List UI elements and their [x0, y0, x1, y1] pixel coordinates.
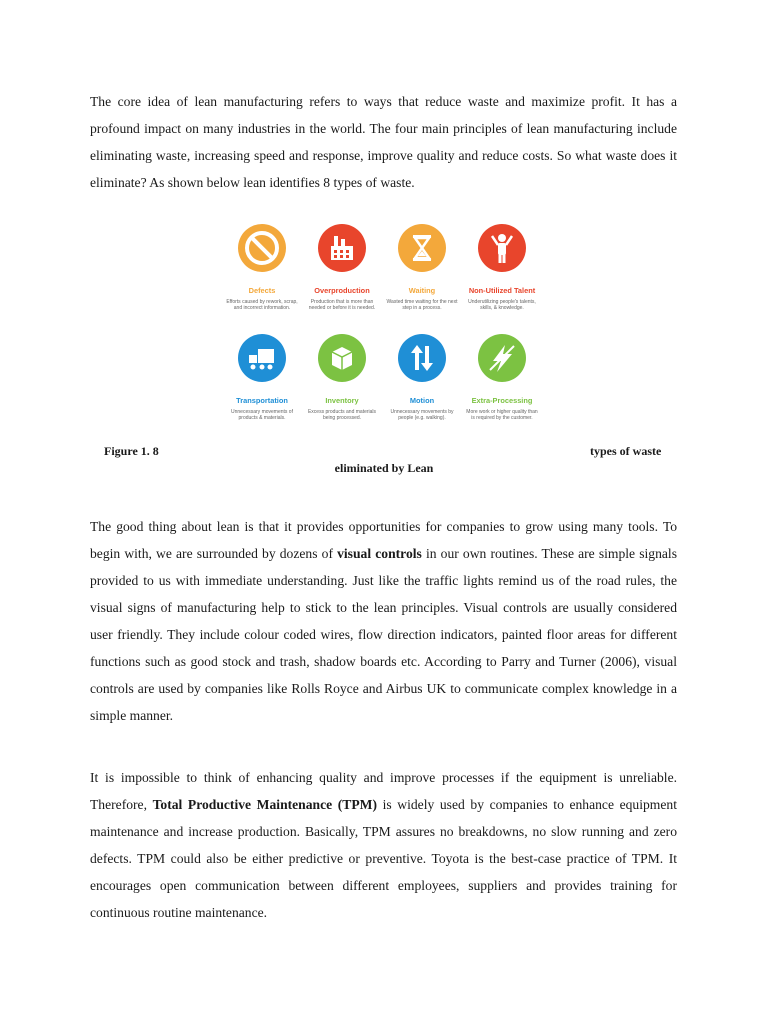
tile-description: More work or higher quality than is required by the customer.: [466, 409, 538, 421]
tile-title: Defects: [248, 286, 276, 295]
figure-caption-continuation: [0, 461, 768, 476]
tile-title: Extra-Processing: [471, 396, 533, 405]
factory-icon: [318, 224, 366, 272]
waste-types-figure: [222, 212, 544, 434]
figure-caption-text: types of waste: [590, 444, 662, 458]
hourglass-icon: [398, 224, 446, 272]
tile-description: Production that is more than needed or before it is needed.: [308, 299, 376, 311]
tile-title: Motion: [409, 396, 435, 405]
tile-title: Overproduction: [314, 286, 370, 295]
no-sign-icon: [238, 224, 286, 272]
paragraph-text: It is impossible to think of enhancing quality and improve processes if the equipment is unreliable. Therefore,: [90, 770, 677, 812]
bold-term-tpm: Total Productive Maintenance (TPM): [152, 797, 378, 812]
caption-text-line2: eliminated by Lean: [334, 461, 434, 475]
tile-title: Waiting: [408, 286, 436, 295]
bold-term-visual-controls: visual controls: [337, 546, 422, 561]
figure-caption-label: Figure 1. 8: [104, 444, 159, 458]
tile-title: Non-Utilized Talent: [468, 286, 536, 295]
paragraph-tpm: [90, 764, 677, 926]
tile-description: Underutilizing people's talents, skills, & knowledge.: [468, 299, 536, 311]
tile-description: Excess products and materials being processed.: [307, 409, 377, 421]
paragraph-text: in our own routines. These are simple signals provided to us with immediate understanding. Just like the traffic lights remind us of the road rules, the visual signs of manufacturing help to stick to the lean principles. Visual controls are usually considered user friendly. They include colour coded wires, flow direction indicators, painted floor areas for different functions such as good stock and trash, shadow boards etc. According to Parry and Turner (2006), visual controls are used by companies like Rolls Royce and Airbus UK to communicate complex knowledge in a simple manner.: [90, 546, 677, 723]
box-icon: [318, 334, 366, 382]
bolt-icon: [478, 334, 526, 382]
tile-description: Wasted time waiting for the next step in a process.: [386, 299, 458, 311]
tile-description: Efforts caused by rework, scrap, and incorrect information.: [226, 299, 298, 311]
paragraph-text: The good thing about lean is that it provides opportunities for companies to grow using many tools. To begin with, we are surrounded by dozens of: [90, 519, 677, 561]
paragraph-lean-intro: [90, 88, 677, 196]
paragraph-visual-controls: [90, 513, 677, 729]
truck-icon: [238, 334, 286, 382]
paragraph-text: is widely used by companies to enhance equipment maintenance and increase production. Basically, TPM assures no breakdowns, no slow running and zero defects. TPM could also be either predictive or preventive. Toyota is the best-case practice of TPM. It encourages open communication between different employees, suppliers and provides training for continuous routine maintenance.: [90, 797, 677, 920]
tile-title: Transportation: [236, 396, 288, 405]
paragraph-text: The core idea of lean manufacturing refers to ways that reduce waste and maximize profit. It has a profound impact on many industries in the world. The four main principles of lean manufacturing include eliminating waste, increasing speed and response, improve quality and reduce costs. So what waste does it eliminate? As shown below lean identifies 8 types of waste.: [90, 94, 677, 190]
tile-title: Inventory: [325, 396, 359, 405]
tile-description: Unnecessary movements by people (e.g. walking).: [390, 409, 454, 421]
tile-description: Unnecessary movements of products & materials.: [231, 409, 293, 421]
arrows-icon: [398, 334, 446, 382]
person-icon: [478, 224, 526, 272]
